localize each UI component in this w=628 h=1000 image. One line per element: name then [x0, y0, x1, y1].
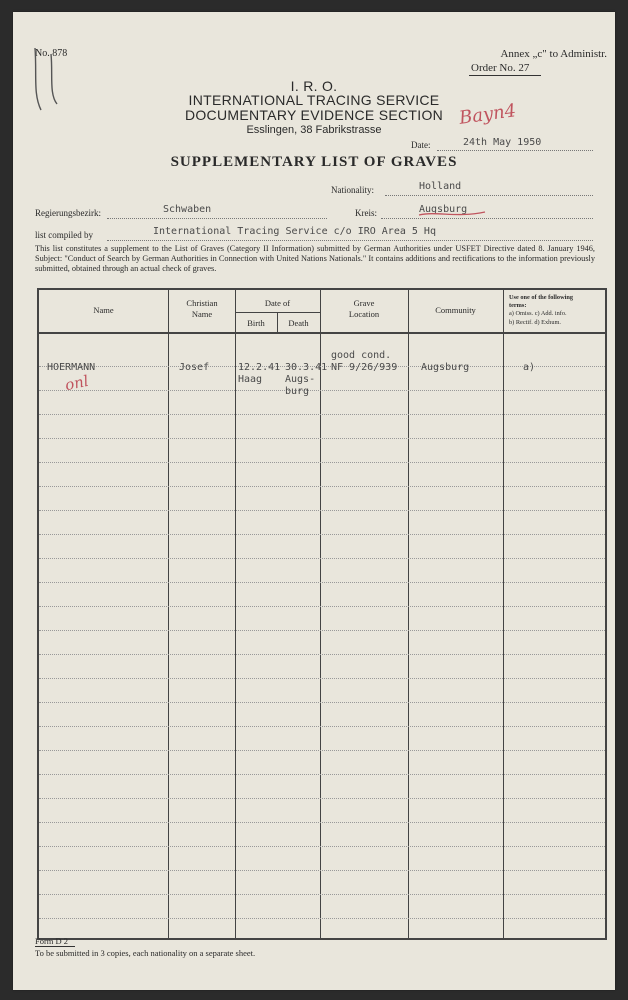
annex-label: Annex „c" to Administr.	[500, 48, 607, 60]
date-value: 24th May 1950	[463, 137, 542, 148]
col-header-terms: Use one of the following terms: a) Omiss. c) Add. info. b) Rectif. d) Exhum.	[509, 294, 574, 326]
footer-instruction: To be submitted in 3 copies, each nationality on a separate sheet.	[35, 948, 256, 958]
org-section: DOCUMENTARY EVIDENCE SECTION	[184, 107, 444, 123]
document-title: SUPPLEMENTARY LIST OF GRAVES	[170, 154, 458, 170]
date-label: Date:	[411, 140, 431, 150]
handwritten-annotation: Bayn4	[457, 100, 518, 129]
row1-name: HOERMANN	[47, 362, 96, 373]
col-header-christian-name: Christian Name	[186, 298, 218, 319]
strike-mark-icon	[417, 206, 487, 220]
form-number: No. 878	[35, 48, 68, 59]
col-header-name: Name	[93, 305, 114, 315]
org-address: Esslingen, 38 Fabrikstrasse	[246, 124, 382, 136]
regierungsbezirk-label: Regierungsbezirk:	[35, 208, 101, 218]
col-header-birth: Birth	[247, 318, 265, 328]
compiled-by-value: International Tracing Service c/o IRO Area 5 Hq	[153, 226, 436, 237]
kreis-label: Kreis:	[355, 208, 377, 218]
row1-birth: 12.2.41 Haag	[238, 362, 281, 385]
order-number: Order No. 27	[471, 62, 530, 74]
regierungsbezirk-value: Schwaben	[163, 204, 212, 215]
org-name: INTERNATIONAL TRACING SERVICE	[188, 92, 440, 108]
col-header-grave-location: Grave Location	[348, 298, 380, 319]
order-underline	[469, 75, 541, 76]
row1-grave-location: good cond. NF 9/26/939	[331, 350, 398, 373]
row1-death: 30.3.41 Augs- burg	[285, 362, 328, 397]
intro-paragraph: This list constitutes a supplement to the List of Graves (Category II Information) submitted by German Authorities under USFET Directive dated 8. January 1946, Subject: "Conduct of Search by German Authorities in Connection with United Nations Nationals." It contains additions and rectifications to the information previously submitted, obtained through an actual check of graves.	[35, 244, 595, 273]
row1-christian-name: Josef	[179, 362, 210, 373]
nationality-value: Holland	[419, 181, 462, 192]
graves-table	[37, 288, 607, 940]
col-header-death: Death	[288, 318, 309, 328]
col-header-date-of: Date of	[264, 298, 291, 308]
row1-annotation: onl	[63, 371, 91, 395]
form-code: Form D 2	[35, 936, 69, 946]
org-short: I. R. O.	[290, 78, 338, 94]
compiled-by-label: list compiled by	[35, 230, 93, 240]
document-sheet	[13, 12, 615, 990]
row1-term: a)	[523, 362, 536, 373]
nationality-label: Nationality:	[331, 185, 374, 195]
col-header-community: Community	[435, 305, 476, 315]
row1-community: Augsburg	[421, 362, 470, 373]
kreis-value: Augsburg	[419, 204, 468, 215]
